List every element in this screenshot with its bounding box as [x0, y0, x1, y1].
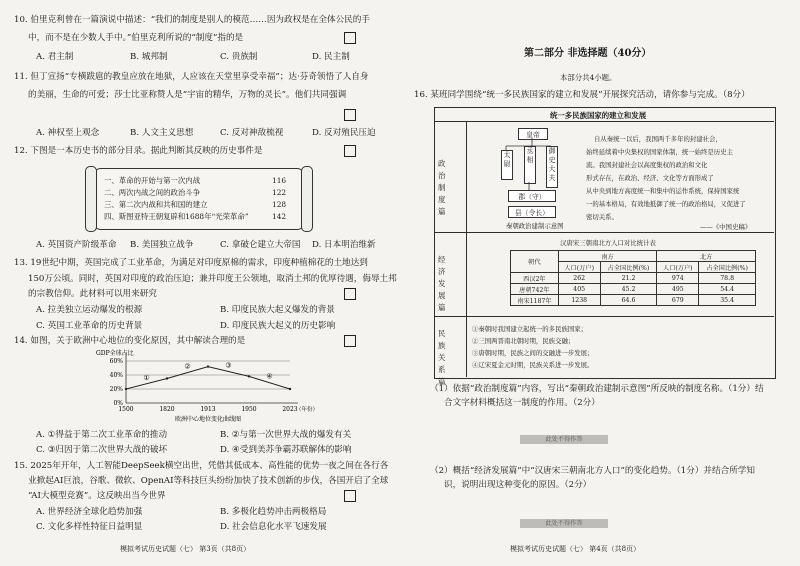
- x-tick-label: 1913: [200, 406, 216, 413]
- toc-item-1: 一、革命的开始与第一次内战: [104, 176, 201, 185]
- passage-source: ——《中国史稿》: [700, 223, 752, 231]
- cell: 262: [558, 273, 600, 284]
- q11-option-b: B. 人文主义思想: [130, 128, 194, 138]
- x-tick-label: 2023: [282, 406, 298, 413]
- ethnic-line-4: ④辽宋夏金元时期，民族关系进一步发展。: [472, 361, 594, 369]
- q16-stem: 16. 某班同学围绕“统一多民族国家的建立和发展”开展探究活动，请你参与完成。（8分）: [414, 90, 750, 100]
- q13-option-c: C. 英国工业革命的历史背景: [36, 321, 143, 331]
- pop-table-title: 汉唐宋三朝南北方人口对比统计表: [560, 239, 656, 247]
- right-footer: 模拟考试历史试题（七） 第4页（共8页）: [510, 545, 641, 553]
- passage-line-5: 从中央到地方高度统一和集中的运作系统，保持国家统: [586, 187, 740, 195]
- q16-1-line-2: 合文字材料概括这一制度的作用。（2分）: [444, 398, 600, 408]
- node-taiwei: 太尉: [501, 150, 513, 180]
- x-tick-label: 1500: [118, 406, 134, 413]
- node-county: 县（令长）: [508, 206, 556, 218]
- cell: 974: [657, 273, 699, 284]
- pop-th-north-pct: 占全国比例(%): [699, 262, 756, 273]
- passage-line-4: 形式存在，在政治、经济、文化等方面形成了: [586, 174, 714, 182]
- toc-item-4: 四、斯图亚特王朝复辟和1688年“光荣革命”: [104, 212, 249, 221]
- cell: 495: [657, 284, 699, 295]
- q14-option-d: D. ④受到美苏争霸苏联解体的影响: [220, 445, 352, 455]
- toc-page-1: 116: [272, 176, 287, 185]
- row-label-political: 政治制度篇: [438, 159, 446, 216]
- x-tick-label: 1820: [159, 406, 175, 413]
- pop-th-dynasty: 朝代: [511, 251, 559, 273]
- answer-box-q11[interactable]: [344, 109, 356, 121]
- q15-option-d: D. 社会信息化水平飞速发展: [220, 522, 327, 532]
- q12-option-c: C. 拿破仑建立大帝国: [220, 240, 301, 250]
- pop-th-south: 南方: [558, 251, 657, 262]
- answer-box-q12[interactable]: [344, 145, 356, 157]
- q11-option-a: A. 神权至上观念: [36, 128, 100, 138]
- pop-th-south-pop: 人口(万户): [558, 262, 600, 273]
- q10-option-b: B. 城邦制: [130, 52, 168, 62]
- row-label-ethnic: 民族关系篇: [438, 329, 446, 386]
- europe-gdp-chart: [90, 347, 325, 425]
- diagram-connectors: [496, 138, 576, 198]
- q15-option-b: B. 多极化趋势冲击两极格局: [220, 507, 327, 517]
- q13-option-a: A. 拉美独立运动爆发的根源: [36, 305, 143, 315]
- y-tick-label: 0%: [113, 400, 123, 407]
- cell: 35.4: [699, 295, 756, 306]
- x-axis-label: （年份）: [296, 407, 319, 413]
- toc-item-2: 二、两次内战之间的政治斗争: [104, 188, 201, 197]
- q10-option-c: C. 贵族制: [220, 52, 258, 62]
- q14-stem: 14. 如图，关于欧洲中心地位的变化原因，其中解读合理的是: [14, 336, 246, 346]
- pop-th-south-pct: 占全国比例(%): [600, 262, 657, 273]
- stage-marker: ④: [266, 372, 273, 381]
- q12-option-b: B. 美国独立战争: [130, 240, 194, 250]
- data-point: [125, 388, 127, 390]
- q13-option-d: D. 印度民族大起义的历史影响: [220, 321, 336, 331]
- cell: 1238: [558, 295, 600, 306]
- passage-line-7: 密切关系。: [586, 213, 618, 221]
- q12-stem: 12. 下图是一本历史书的部分目录。据此判断其反映的历史事件是: [14, 146, 263, 156]
- cell: 78.8: [699, 273, 756, 284]
- stage-marker: ③: [225, 361, 232, 370]
- y-axis-label: GDP全球占比: [96, 350, 134, 357]
- toc-page-4: 142: [272, 212, 287, 221]
- no-answer-zone-2: 此处不得作答: [520, 519, 608, 528]
- toc-page-3: 128: [272, 200, 287, 209]
- cell: 54.4: [699, 284, 756, 295]
- toc-item-3: 三、第二次内战和共和国的建立: [104, 200, 208, 209]
- ethnic-line-3: ③唐朝时期，民族之间的交融进一步发展；: [472, 349, 594, 357]
- q15-stem-3: “AI大模型竞赛”。这反映出当今世界: [28, 491, 166, 501]
- passage-line-1: 自从秦统一以后，我国两千多年的封建社会，: [594, 135, 722, 143]
- q13-stem-1: 13. 19世纪中期，英国完成了工业革命，为满足对印度原棉的需求，印度种植棉花的土地达到: [14, 258, 368, 268]
- diagram-caption: 秦朝政治建制示意图: [506, 222, 564, 230]
- table-row: [511, 295, 756, 306]
- pop-table: [510, 250, 756, 306]
- q14-option-b: B. ②与第一次世界大战的爆发有关: [220, 430, 352, 440]
- node-censor: 御史大夫: [546, 146, 558, 188]
- q13-stem-3: 的宗教信仰。此材料可以用来研究: [28, 289, 157, 299]
- part-title: 第二部分 非选择题（40分）: [524, 48, 652, 59]
- table-row: [511, 284, 756, 295]
- stage-marker: ①: [143, 373, 150, 382]
- pop-th-north-pop: 人口(万户): [657, 262, 699, 273]
- q10-stem-2: 中，而不是在少数人手中。”伯里克利所说的“制度”指的是: [28, 33, 244, 43]
- q15-stem-2: 业掀起AI巨浪，谷歌、微软、OpenAI等科技巨头纷纷加快了技术创新的步伐，各国开启了全球: [28, 476, 389, 486]
- cell: 45.2: [600, 284, 657, 295]
- y-tick-label: 60%: [109, 358, 123, 365]
- passage-line-6: 一的基本格局，有效地抵御了统一的政治格局，又促进了: [586, 200, 746, 208]
- q11-stem-1: 11. 但丁宣扬“专横跋扈的教皇应放在地狱，人应该在天堂里享受幸福”；达·芬奇领悟了人自身: [14, 72, 369, 82]
- q14-option-c: C. ③归因于第二次世界大战的破坏: [36, 445, 168, 455]
- answer-box-q14[interactable]: [344, 335, 356, 347]
- table-row: [511, 273, 756, 284]
- row-label-economic: 经济发展篇: [438, 255, 446, 312]
- data-point: [166, 377, 168, 379]
- q15-option-a: A. 世界经济全球化趋势加强: [36, 507, 143, 517]
- q10-option-a: A. 君主制: [36, 52, 74, 62]
- cell: 唐朝742年: [511, 284, 559, 295]
- node-emperor: 皇帝: [518, 128, 548, 140]
- q11-stem-2: 的美丽，生命的可爱；莎士比亚称赞人是“宇宙的精华，万物的灵长”。他们共同强调: [28, 90, 347, 100]
- node-chancellor: 丞相: [524, 146, 536, 184]
- q13-option-b: B. 印度民族大起义爆发的背景: [220, 305, 335, 315]
- stage-marker: ②: [184, 362, 191, 371]
- data-point: [207, 365, 209, 367]
- cell: 679: [657, 295, 699, 306]
- q13-stem-2: 150万公顷。同时，英国对印度的政治压迫；兼并印度王公领地，取消土邦的优厚待遇，侮辱土邦: [28, 274, 397, 284]
- data-point: [248, 375, 250, 377]
- q12-option-a: A. 英国资产阶级革命: [36, 240, 117, 250]
- node-commandery: 郡（守）: [508, 190, 556, 202]
- chart-title: 欧洲中心地位变化曲线图: [174, 416, 242, 423]
- q15-option-c: C. 文化多样性特征日益明显: [36, 522, 143, 532]
- part-note: 本部分共4小题。: [560, 73, 617, 82]
- q11-option-c: C. 反对神敌梳视: [220, 128, 284, 138]
- q15-stem-1: 15. 2025年开年，人工智能DeepSeek横空出世，凭借其低成本、高性能的优势一夜之间在各行各: [14, 461, 389, 471]
- q14-option-a: A. ①得益于第二次工业革命的推动: [36, 430, 168, 440]
- pop-th-north: 北方: [657, 251, 756, 262]
- answer-box-q13[interactable]: [344, 288, 356, 300]
- cell: 南宋1187年: [511, 295, 559, 306]
- answer-box-q10[interactable]: [344, 32, 356, 44]
- toc-scroll: [93, 168, 305, 230]
- q16-2-line-2: 识，说明出现这种变化的原因。（2分）: [444, 480, 592, 490]
- left-footer: 模拟考试历史试题（七） 第3页（共8页）: [120, 545, 251, 553]
- y-tick-label: 20%: [109, 386, 123, 393]
- q11-option-d: D. 反对殖民压迫: [312, 128, 376, 138]
- ethnic-line-1: ①秦朝时我国建立起统一的多民族国家；: [472, 325, 588, 333]
- cell: 405: [558, 284, 600, 295]
- q10-option-d: D. 民主制: [312, 52, 350, 62]
- data-point: [289, 388, 291, 390]
- q16-table-title: 统一多民族国家的建立和发展: [550, 111, 647, 120]
- x-tick-label: 1950: [241, 406, 257, 413]
- q16-1-line-1: （1）依据“政治制度篇”内容，写出“秦朝政治建制示意图”所反映的制度名称。（1分）结: [430, 384, 764, 394]
- q12-option-d: D. 日本明治维新: [312, 240, 376, 250]
- right-page: [400, 0, 800, 566]
- cell: 21.2: [600, 273, 657, 284]
- ethnic-line-2: ②三国两晋南北朝时期，民族交融；: [472, 337, 575, 345]
- q16-2-line-1: （2）概括“经济发展篇”中“汉唐宋三朝南北方人口”的变化趋势。（1分）并结合所学知: [430, 466, 755, 476]
- cell: 64.6: [600, 295, 657, 306]
- y-tick-label: 40%: [109, 372, 123, 379]
- toc-page-2: 122: [272, 188, 287, 197]
- passage-line-2: 始终延续着中央集权的国家体制，统一始终是历史主: [586, 148, 733, 156]
- cell: 西汉2年: [511, 273, 559, 284]
- answer-box-q15[interactable]: [344, 490, 356, 502]
- no-answer-zone-1: 此处不得作答: [520, 435, 608, 444]
- passage-line-3: 流。我国封建社会以高度集权的政治和文化: [586, 161, 708, 169]
- q10-stem-1: 10. 伯里克利曾在一篇演说中描述：“我们的制度是别人的模范……因为政权是在全体公民的手: [14, 15, 370, 25]
